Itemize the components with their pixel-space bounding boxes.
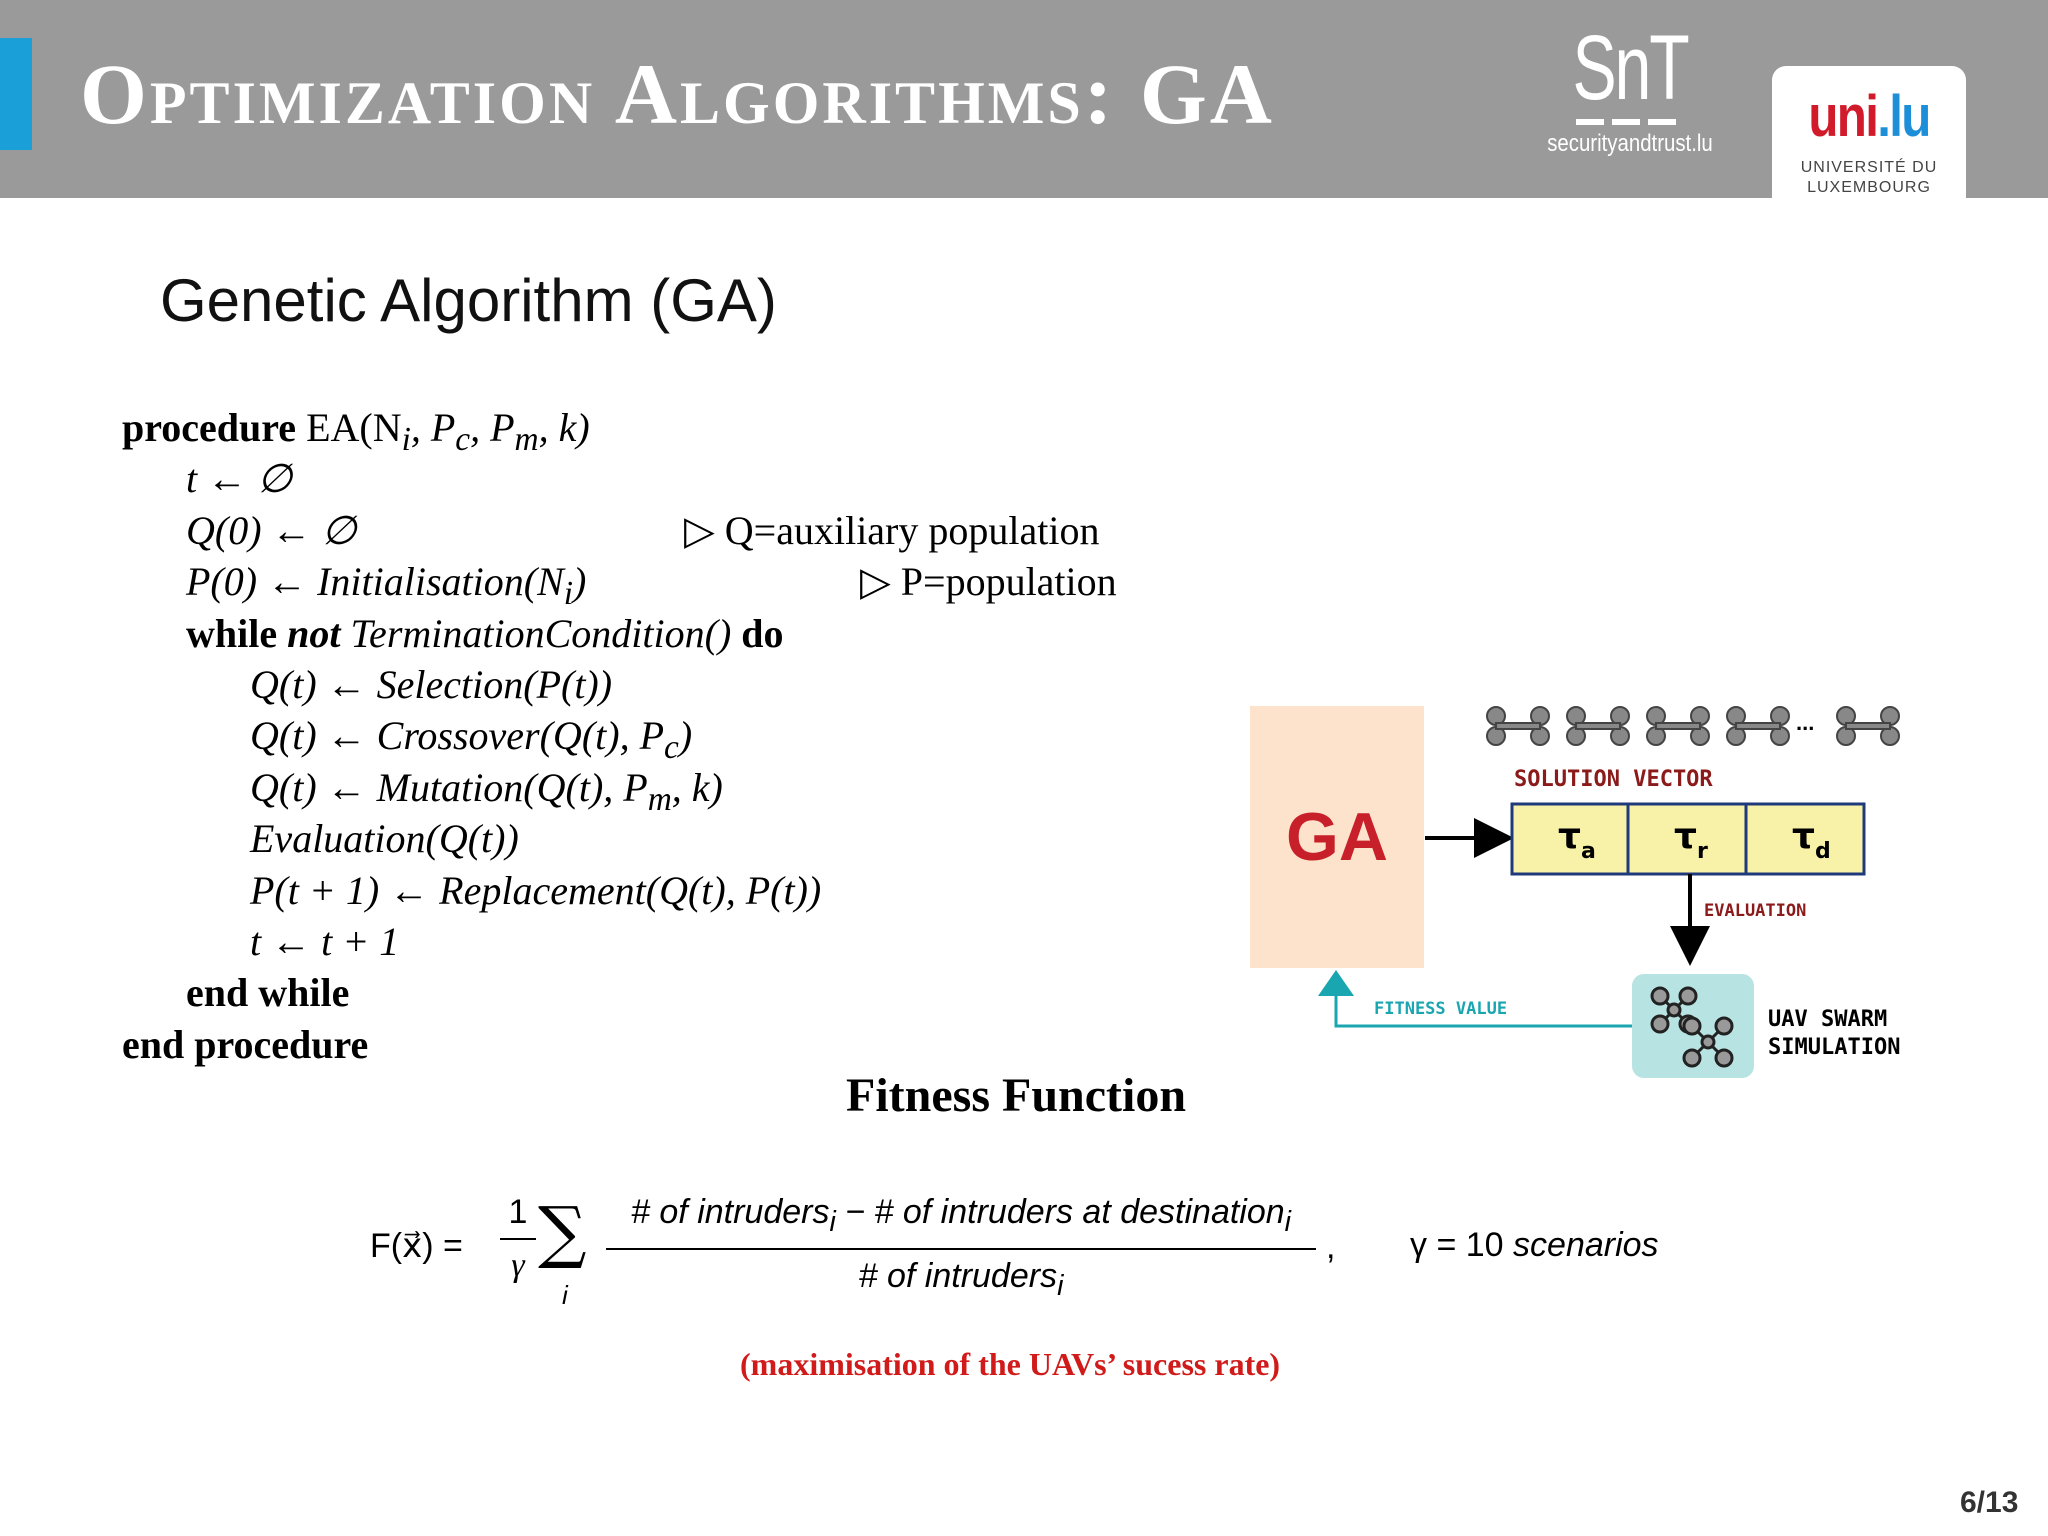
fitness-arrowhead: [1318, 970, 1354, 996]
formula-gamma-definition: γ = 10 scenarios: [1410, 1226, 1659, 1264]
algo-line-8: Q(t) ← Mutation(Q(t), $P_m$, k): [250, 765, 723, 818]
algo-line-6: Q(t) ← Selection(P(t)): [250, 662, 613, 707]
algo-line-4: P(0) ← $Initialisation(N_i)$: [186, 559, 587, 612]
drone-ellipsis: ...: [1796, 710, 1815, 735]
algo-line-10: P(t + 1) ← Replacement(Q(t), P(t)): [250, 868, 822, 913]
algo-comment-p: ▷ P=population: [860, 559, 1117, 604]
algo-comment-q: ▷ Q=auxiliary population: [684, 508, 1100, 553]
drone-strip-icon: [1487, 707, 1899, 745]
algo-line-7: Q(t) ← Crossover(Q(t), $P_c$): [250, 713, 693, 766]
solution-vector-label: SOLUTION VECTOR: [1514, 767, 1713, 792]
fitness-value-label: FITNESS VALUE: [1374, 999, 1508, 1019]
fitness-caption: (maximisation of the UAVs’ sucess rate): [740, 1346, 1281, 1382]
formula-sum-index: i: [562, 1280, 568, 1310]
algo-line-while: while not TerminationCondition() do: [186, 611, 784, 656]
algo-line-11: t ← t + 1: [250, 919, 400, 964]
formula-numerator: # of intruders$_i$ − # of intruders at destination$_i$: [631, 1193, 1291, 1238]
fitness-formula: [370, 1180, 1690, 1330]
slide-title: Optimization Algorithms: GA: [80, 46, 1275, 142]
ga-label: GA: [1286, 799, 1388, 875]
uav-swarm-label: UAV SWARM: [1768, 1007, 1888, 1032]
formula-sum-symbol: ∑: [538, 1193, 587, 1272]
page-number: 6/13: [1960, 1486, 2019, 1519]
university-logo: [1772, 66, 1966, 206]
algo-line-2: t ← ∅: [186, 456, 292, 501]
section-heading: Genetic Algorithm (GA): [160, 267, 777, 334]
algo-line-9: Evaluation(Q(t)): [250, 816, 519, 861]
formula-comma: ,: [1326, 1228, 1336, 1266]
tau-r: $\tau_r$: [1674, 816, 1708, 864]
tau-a: $\tau_a$: [1558, 816, 1596, 864]
algo-line-end-procedure: end procedure: [122, 1022, 369, 1067]
header-accent: [0, 38, 32, 150]
formula-lhs: F(x⃗) =: [370, 1227, 463, 1265]
fitness-title: Fitness Function: [846, 1069, 1187, 1122]
algo-line-end-while: end while: [186, 970, 350, 1015]
formula-denominator: # of intruders$_i$: [858, 1256, 1064, 1302]
header-bar: [0, 0, 2048, 198]
snt-logo-subtitle: securityandtrust.lu: [1547, 130, 1713, 157]
algo-line-procedure: procedure $EA(N_i$, $P_c$, $P_m$, k): [122, 405, 590, 458]
simulation-label: SIMULATION: [1768, 1035, 1901, 1060]
tau-d: $\tau_d$: [1792, 816, 1831, 864]
formula-one-over-gamma: 1 γ: [500, 1190, 536, 1288]
formula-main-fraction: [606, 1190, 1316, 1308]
uni-logo-name: UNIVERSITÉ DU LUXEMBOURG: [1800, 159, 1938, 196]
ga-diagram: [1240, 690, 1940, 1090]
snt-logo-bars: [1576, 112, 1684, 118]
evaluation-label: EVALUATION: [1704, 901, 1807, 921]
snt-logo: [1530, 17, 1730, 162]
snt-logo-text: SnT: [1572, 17, 1688, 119]
uni-logo-mark: uni.lu: [1808, 84, 1930, 149]
algo-line-3: Q(0) ← ∅: [186, 508, 357, 553]
